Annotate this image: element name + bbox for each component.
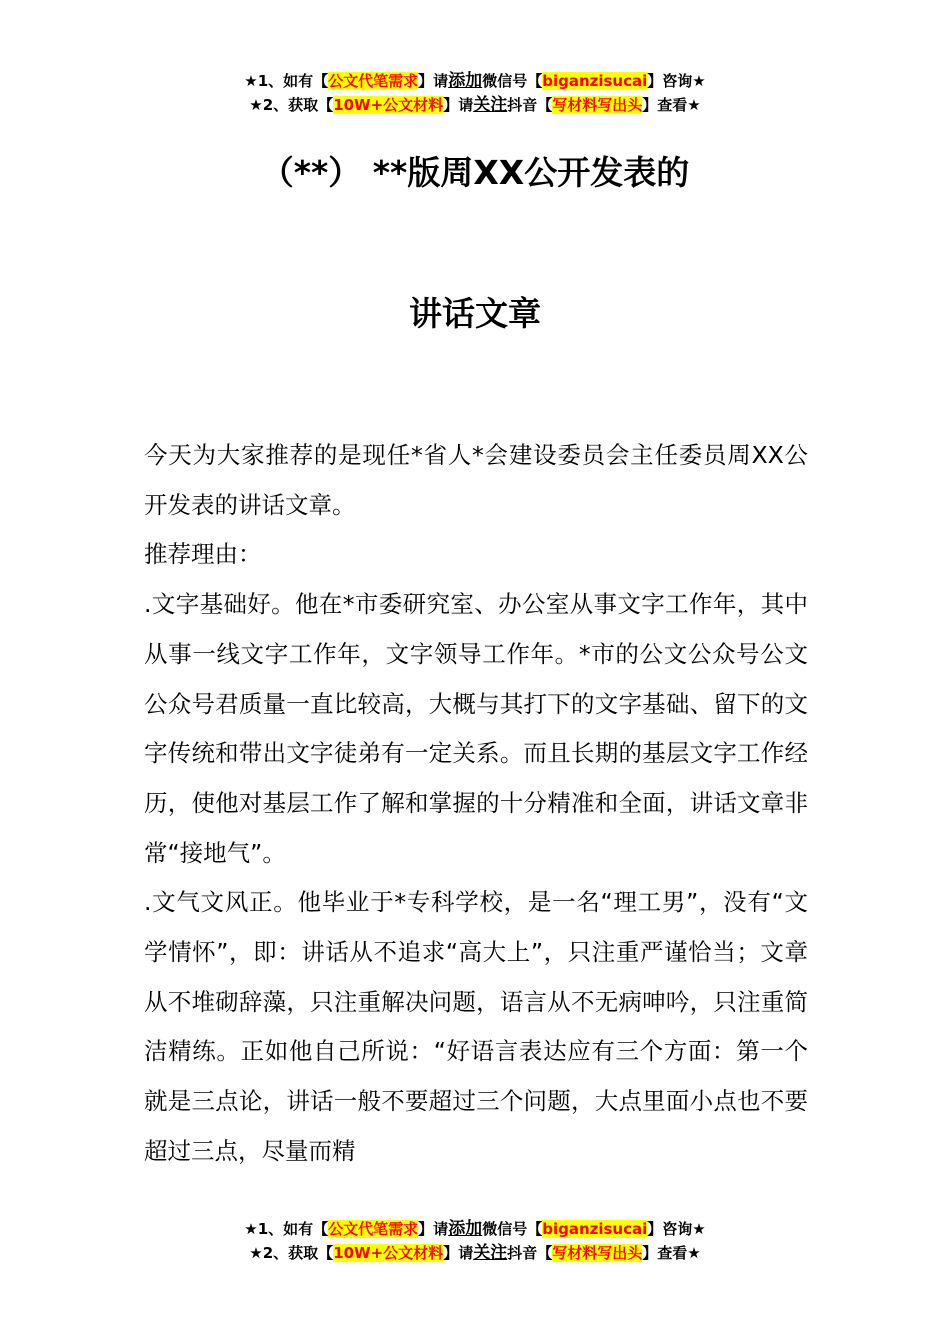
header-banner (0, 69, 950, 117)
footer-highlight-douyin: 写材料写出头 (552, 1244, 643, 1262)
header-highlight-douyin: 写材料写出头 (552, 96, 643, 114)
body-paragraph: .文字基础好。他在*市委研究室、办公室从事文字工作年，其中从事一线文字工作年，文字领导工作年。*市的公文公众号公文公众号君质量一直比较高，大概与其打下的文字基础、留下的文字传统和带出文字徒弟有一定关系。而且长期的基层文字工作经历，使他对基层工作了解和掌握的十分精准和全面，讲话文章非常“接地气”。 (144, 590, 808, 867)
body-paragraph: 今天为大家推荐的是现任*省人*会建设委员会主任委员周XX公开发表的讲话文章。 (144, 441, 808, 519)
footer-banner (0, 1217, 950, 1265)
header-banner-line-1: ★1、如有【公文代笔需求】请添加微信号【biganzisucai】咨询★ (244, 71, 706, 91)
footer-highlight-service: 公文代笔需求 (328, 1220, 419, 1238)
header-highlight-service: 公文代笔需求 (328, 72, 419, 90)
header-highlight-wechat: biganzisucai (542, 72, 648, 90)
footer-highlight-materials: 10W+公文材料 (333, 1244, 444, 1262)
footer-banner-line-1: ★1、如有【公文代笔需求】请添加微信号【biganzisucai】咨询★ (244, 1219, 706, 1239)
document-title-line-1: （**） **版周XX公开发表的 (260, 153, 690, 192)
header-banner-line-2: ★2、获取【10W+公文材料】请关注抖音【写材料写出头】查看★ (249, 95, 701, 115)
footer-banner-line-2: ★2、获取【10W+公文材料】请关注抖音【写材料写出头】查看★ (249, 1243, 701, 1263)
document-title-line-2: 讲话文章 (409, 294, 541, 333)
body-paragraph: .文气文风正。他毕业于*专科学校，是一名“理工男”，没有“文学情怀”，即：讲话从不追求“高大上”，只注重严谨恰当；文章从不堆砌辞藻，只注重解决问题，语言从不无病呻吟，只注重简洁精练。正如他自己所说：“好语言表达应有三个方面：第一个就是三点论，讲话一般不要超过三个问题，大点里面小点也不要超过三点，尽量而精 (144, 888, 808, 1165)
header-highlight-materials: 10W+公文材料 (333, 96, 444, 114)
body-paragraph: 推荐理由： (144, 540, 262, 569)
footer-highlight-wechat: biganzisucai (542, 1220, 648, 1238)
document-body (144, 431, 808, 1177)
